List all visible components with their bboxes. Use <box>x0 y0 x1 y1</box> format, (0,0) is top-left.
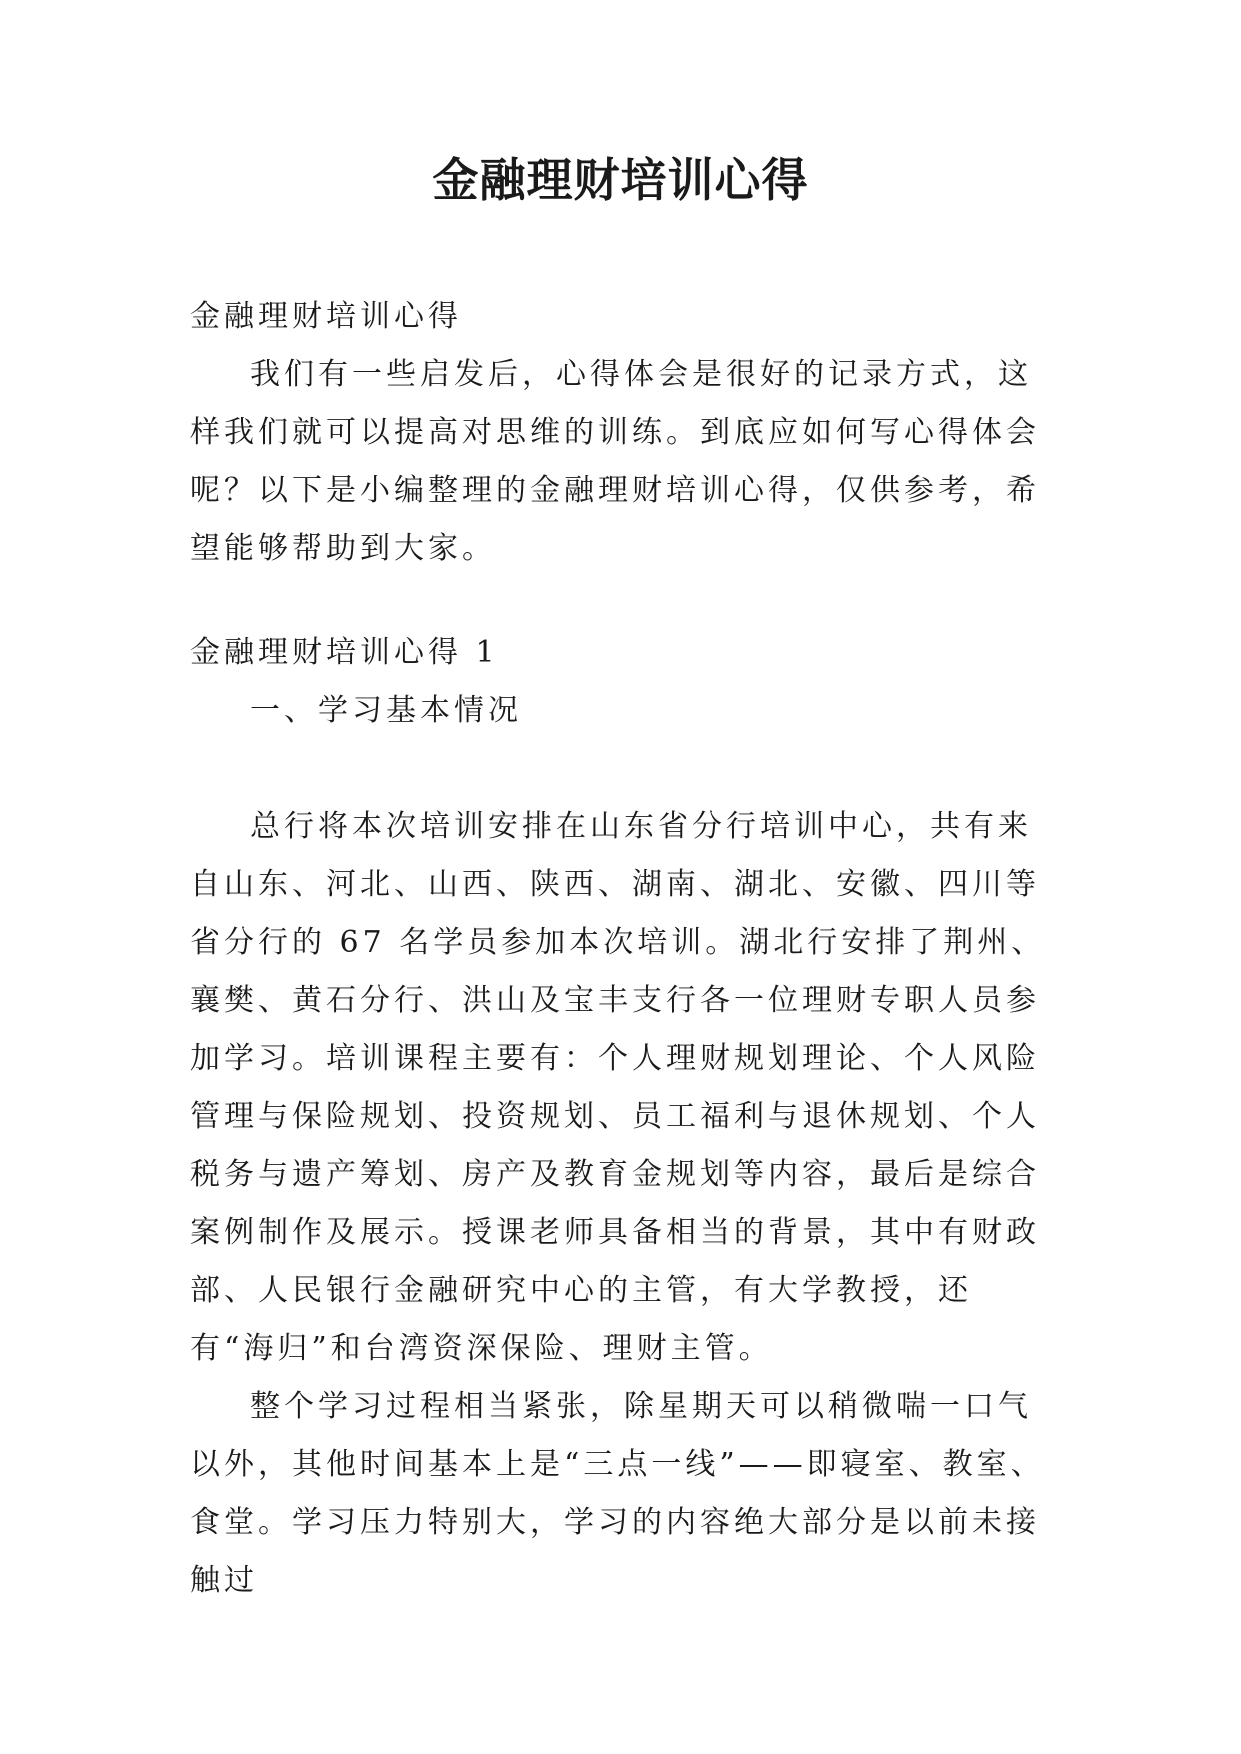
section-heading-1: 金融理财培训心得 1 <box>190 635 499 670</box>
document-body <box>190 288 1050 1610</box>
intro-paragraph: 我们有一些启发后，心得体会是很好的记录方式，这样我们就可以提高对思维的训练。到底应如何写心得体会呢？以下是小编整理的金融理财培训心得，仅供参考，希望能够帮助到大家。 <box>190 357 1040 566</box>
document-title: 金融理财培训心得 <box>432 153 809 207</box>
section-heading-intro: 金融理财培训心得 <box>190 299 462 334</box>
subsection-heading: 一、学习基本情况 <box>250 693 522 728</box>
body-paragraph: 总行将本次培训安排在山东省分行培训中心，共有来自山东、河北、山西、陕西、湖南、湖北、安徽、四川等省分行的 67 名学员参加本次培训。湖北行安排了荆州、襄樊、黄石分行、洪山及宝丰支行各一位理财专职人员参加学习。培训课程主要有：个人理财规划理论、个人风险管理与保险规划、投资规划、员工福利与退休规划、个人税务与遗产筹划、房产及教育金规划等内容，最后是综合案例制作及展示。授课老师具备相当的背景，其中有财政部、人民银行金融研究中心的主管，有大学教授，还有“海归”和台湾资深保险、理财主管。 <box>190 809 1046 1366</box>
body-paragraph: 整个学习过程相当紧张，除星期天可以稍微喘一口气以外，其他时间基本上是“三点一线”——即寝室、教室、食堂。学习压力特别大，学习的内容绝大部分是以前未接触过 <box>190 1389 1045 1598</box>
